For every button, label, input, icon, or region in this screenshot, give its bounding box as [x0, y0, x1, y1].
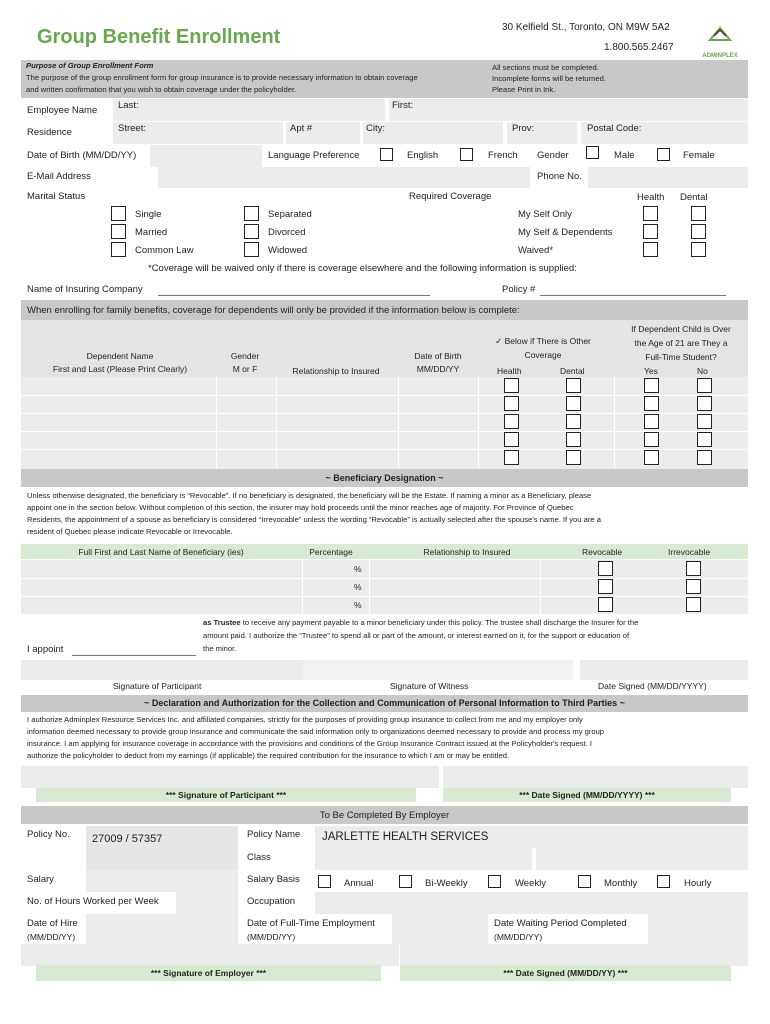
gender-header: Gender M or F: [230, 351, 260, 374]
dep3-no-checkbox[interactable]: [697, 414, 712, 429]
beneficiary-text-3: Residents, the appointment of a spouse as beneficiary is considered “Irrevocable” unless the wording “Revocable” is actually selected after the spouse’s name. If you are a: [27, 515, 601, 524]
adminplex-logo: ADMINPLEX: [700, 26, 740, 56]
residence-label: Residence: [27, 127, 72, 138]
dep4-no-checkbox[interactable]: [697, 432, 712, 447]
female-label: Female: [683, 150, 715, 161]
married-checkbox[interactable]: [111, 224, 126, 239]
revocable-header: Revocable: [582, 547, 623, 557]
separated-checkbox[interactable]: [244, 206, 259, 221]
declaration-date-field[interactable]: [443, 766, 748, 788]
date-signed-caption: Date Signed (MM/DD/YYYY): [598, 681, 707, 691]
dependents-health-checkbox[interactable]: [643, 224, 658, 239]
class-field[interactable]: [315, 848, 532, 870]
salary-field[interactable]: [86, 870, 238, 892]
language-label: Language Preference: [268, 150, 360, 161]
employer-date-field[interactable]: [400, 944, 748, 966]
dep2-yes-checkbox[interactable]: [644, 396, 659, 411]
employer-date-caption: *** Date Signed (MM/DD/YY) ***: [503, 968, 628, 978]
declaration-text-2: information deemed necessary to provide group insurance and communicate the said information only to organizations deemed necessary to provide and process my group: [27, 727, 605, 736]
english-checkbox[interactable]: [380, 148, 393, 161]
hours-field[interactable]: [176, 892, 238, 914]
last-name-field[interactable]: [113, 99, 385, 121]
single-label: Single: [135, 209, 162, 220]
street-label: Street:: [118, 123, 146, 134]
company-phone: 1.800.565.2467: [604, 42, 674, 53]
waived-label: Waived*: [518, 245, 554, 256]
dependent-health-header: Health: [497, 366, 522, 376]
dep1-health-checkbox[interactable]: [504, 378, 519, 393]
declaration-text-1: I authorize Adminplex Resource Services Inc. and affiliated companies, strictly for the purposes of providing group insurance to collect from me and my employer only: [27, 715, 583, 724]
witness-signature-field[interactable]: [303, 660, 573, 680]
dep4-yes-checkbox[interactable]: [644, 432, 659, 447]
employer-bar-text: To Be Completed By Employer: [319, 810, 450, 821]
policy-name-value[interactable]: JARLETTE HEALTH SERVICES: [322, 831, 489, 843]
dep5-dental-checkbox[interactable]: [566, 450, 581, 465]
last-label: Last:: [118, 100, 139, 111]
beneficiary-text-1: Unless otherwise designated, the beneficiary is “Revocable”. If no beneficiary is designated, the beneficiary will be the Estate. If naming a minor as a Beneficiary, please: [27, 491, 592, 500]
male-label: Male: [614, 150, 635, 161]
sig-participant-caption: Signature of Participant: [113, 681, 202, 691]
pct-symbol-2: %: [354, 582, 362, 592]
gender-label: Gender: [537, 150, 569, 161]
policy-no-value[interactable]: 27009 / 57357: [92, 833, 163, 845]
company-address: 30 Kelfield St., Toronto, ON M9W 5A2: [502, 22, 670, 33]
phone-field[interactable]: [588, 167, 748, 188]
other-coverage-header: ✓ Below if There is Other Coverage: [495, 336, 591, 360]
ben1-irrevocable-checkbox[interactable]: [686, 561, 701, 576]
dep5-yes-checkbox[interactable]: [644, 450, 659, 465]
ben3-revocable-checkbox[interactable]: [598, 597, 613, 612]
myself-only-label: My Self Only: [518, 209, 572, 220]
marital-status-label: Marital Status: [27, 191, 86, 202]
beneficiary-name-header: Full First and Last Name of Beneficiary (ies): [78, 547, 244, 557]
declaration-signature-field[interactable]: [21, 766, 439, 788]
declaration-sig-caption: *** Signature of Participant ***: [165, 790, 287, 800]
dep3-yes-checkbox[interactable]: [644, 414, 659, 429]
purpose-note-3: Please Print in Ink.: [492, 85, 556, 94]
french-label: French: [488, 150, 518, 161]
pct-symbol-1: %: [354, 564, 362, 574]
dob-header: Date of Birth MM/DD/YY: [414, 351, 462, 374]
biweekly-checkbox[interactable]: [399, 875, 412, 888]
policy-no-label: Policy No.: [27, 829, 70, 840]
myself-health-checkbox[interactable]: [643, 206, 658, 221]
common-law-label: Common Law: [135, 245, 194, 256]
policy-number-line[interactable]: [540, 295, 726, 296]
biweekly-label: Bi-Weekly: [425, 878, 468, 889]
dependent-rows: [21, 377, 748, 469]
dep1-no-checkbox[interactable]: [697, 378, 712, 393]
purpose-heading: Purpose of Group Enrollment Form: [26, 61, 154, 70]
hire-date-field[interactable]: [86, 914, 238, 944]
trustee-text-2: amount paid. I authorize the “Trustee” to spend all or part of the amount, or interest earned on it, for the support or education of: [203, 631, 630, 640]
apt-label: Apt #: [290, 123, 313, 134]
separated-label: Separated: [268, 209, 312, 220]
coverage-dental-header: Dental: [680, 192, 708, 203]
postal-code-label: Postal Code:: [587, 123, 642, 134]
beneficiary-text-4: resident of Quebec please indicate Revocable or Irrevocable.: [27, 527, 233, 536]
form-title: Group Benefit Enrollment: [37, 26, 281, 48]
dob-field[interactable]: [150, 145, 262, 167]
relationship-header: Relationship to Insured: [292, 366, 380, 376]
hourly-checkbox[interactable]: [657, 875, 670, 888]
required-coverage-label: Required Coverage: [409, 191, 492, 202]
beneficiary-rows: [21, 560, 748, 614]
employer-sig-caption: *** Signature of Employer ***: [150, 968, 267, 978]
female-checkbox[interactable]: [657, 148, 670, 161]
purpose-note-2: Incomplete forms will be returned.: [492, 74, 606, 83]
salary-basis-label: Salary Basis: [247, 874, 300, 885]
first-label: First:: [392, 100, 414, 111]
married-label: Married: [135, 227, 168, 238]
pct-symbol-3: %: [354, 600, 362, 610]
declaration-bar-text: ~ Declaration and Authorization for the Collection and Communication of Personal Information to Third Parties ~: [144, 698, 625, 708]
dep5-no-checkbox[interactable]: [697, 450, 712, 465]
email-field[interactable]: [158, 167, 530, 188]
purpose-text-2: and written confirmation that you wish to obtain coverage under the policyholder.: [26, 85, 297, 94]
dep2-no-checkbox[interactable]: [697, 396, 712, 411]
single-checkbox[interactable]: [111, 206, 126, 221]
coverage-health-header: Health: [637, 192, 665, 203]
class-field-2[interactable]: [536, 848, 748, 870]
dep2-dental-checkbox[interactable]: [566, 396, 581, 411]
dependent-name-header: Dependent Name First and Last (Please Print Clearly): [52, 351, 188, 374]
ben2-irrevocable-checkbox[interactable]: [686, 579, 701, 594]
ben1-revocable-checkbox[interactable]: [598, 561, 613, 576]
city-label: City:: [366, 123, 385, 134]
first-name-field[interactable]: [389, 99, 748, 121]
waived-dental-checkbox[interactable]: [691, 242, 706, 257]
weekly-checkbox[interactable]: [488, 875, 501, 888]
insuring-company-label: Name of Insuring Company: [27, 284, 143, 295]
waived-health-checkbox[interactable]: [643, 242, 658, 257]
class-label: Class: [247, 852, 271, 863]
fulltime-date-label: Date of Full-Time Employment: [247, 918, 375, 929]
common-law-checkbox[interactable]: [111, 242, 126, 257]
widowed-checkbox[interactable]: [244, 242, 259, 257]
monthly-label: Monthly: [604, 878, 638, 889]
percentage-header: Percentage: [309, 547, 353, 557]
dob-label: Date of Birth (MM/DD/YY): [27, 150, 137, 161]
male-checkbox[interactable]: [586, 146, 599, 159]
insuring-company-line[interactable]: [158, 295, 430, 296]
waiting-date-field[interactable]: [648, 914, 748, 944]
hire-date-format: (MM/DD/YY): [27, 932, 76, 942]
divorced-checkbox[interactable]: [244, 224, 259, 239]
occupation-field[interactable]: [315, 892, 748, 914]
over-21-header: If Dependent Child is Over the Age of 21 are They a Full-Time Student?: [631, 324, 731, 362]
phone-label: Phone No.: [537, 171, 582, 182]
myself-dental-checkbox[interactable]: [691, 206, 706, 221]
declaration-date-caption: *** Date Signed (MM/DD/YYYY) ***: [519, 790, 655, 800]
fulltime-date-format: (MM/DD/YY): [247, 932, 296, 942]
hire-date-label: Date of Hire: [27, 918, 78, 929]
weekly-label: Weekly: [515, 878, 546, 889]
hourly-label: Hourly: [684, 878, 712, 889]
dep3-health-checkbox[interactable]: [504, 414, 519, 429]
policy-name-label: Policy Name: [247, 829, 301, 840]
beneficiary-text-2: appoint one in the section below. Without completion of this section, the insurer may hold proceeds until the minor reaches age of majority. For Province of Quebec: [27, 503, 574, 512]
ben3-irrevocable-checkbox[interactable]: [686, 597, 701, 612]
dependents-bar-text: When enrolling for family benefits, coverage for dependents will only be provided if the information below is complete:: [27, 305, 520, 316]
sig-witness-caption: Signature of Witness: [390, 681, 469, 691]
widowed-label: Widowed: [268, 245, 308, 256]
dep4-health-checkbox[interactable]: [504, 432, 519, 447]
employer-signature-field[interactable]: [21, 944, 399, 966]
salary-label: Salary: [27, 874, 54, 885]
trustee-text-3: the minor.: [203, 644, 237, 653]
waiting-date-label: Date Waiting Period Completed: [494, 918, 627, 929]
dep5-health-checkbox[interactable]: [504, 450, 519, 465]
beneficiary-bar-text: ~ Beneficiary Designation ~: [325, 473, 444, 483]
irrevocable-header: Irrevocable: [668, 547, 711, 557]
dep2-health-checkbox[interactable]: [504, 396, 519, 411]
annual-checkbox[interactable]: [318, 875, 331, 888]
dependents-dental-checkbox[interactable]: [691, 224, 706, 239]
trustee-text-1: as Trustee to receive any payment payable to a minor beneficiary under this policy. The trustee shall discharge the Insurer for the: [203, 618, 639, 627]
french-checkbox[interactable]: [460, 148, 473, 161]
hours-label: No. of Hours Worked per Week: [27, 896, 159, 907]
waiting-date-format: (MM/DD/YY): [494, 932, 543, 942]
waiver-note: *Coverage will be waived only if there is coverage elsewhere and the following information is supplied:: [148, 263, 577, 274]
occupation-label: Occupation: [247, 896, 296, 907]
yes-header: Yes: [644, 366, 658, 376]
dependent-dental-header: Dental: [560, 366, 585, 376]
monthly-checkbox[interactable]: [578, 875, 591, 888]
dep3-dental-checkbox[interactable]: [566, 414, 581, 429]
purpose-text-1: The purpose of the group enrollment form for group insurance is to provide necessary information to obtain coverage: [26, 73, 418, 82]
trustee-name-line[interactable]: [72, 655, 196, 656]
declaration-text-4: authorize the policyholder to deduct from my earnings (if applicable) the required contribution for the insurance to which I am or may be entitled.: [27, 751, 510, 760]
dep4-dental-checkbox[interactable]: [566, 432, 581, 447]
english-label: English: [407, 150, 439, 161]
beneficiary-relationship-header: Relationship to Insured: [423, 547, 511, 557]
declaration-text-3: insurance. I am applying for insurance coverage in accordance with the provisions and conditions of the Group Insurance Contract issued at the Policyholder's request. I: [27, 739, 592, 748]
email-label: E-Mail Address: [27, 171, 91, 182]
purpose-note-1: All sections must be completed.: [492, 63, 599, 72]
employee-name-label: Employee Name: [27, 105, 98, 116]
trustee-date-field[interactable]: [580, 660, 748, 680]
ben2-revocable-checkbox[interactable]: [598, 579, 613, 594]
myself-dependents-label: My Self & Dependents: [518, 227, 613, 238]
i-appoint-label: I appoint: [27, 644, 64, 655]
dep1-yes-checkbox[interactable]: [644, 378, 659, 393]
participant-signature-field[interactable]: [21, 660, 316, 680]
prov-label: Prov:: [512, 123, 535, 134]
fulltime-date-field[interactable]: [392, 914, 488, 944]
annual-label: Annual: [344, 878, 374, 889]
no-header: No: [697, 366, 708, 376]
policy-number-label: Policy #: [502, 284, 536, 295]
dep1-dental-checkbox[interactable]: [566, 378, 581, 393]
divorced-label: Divorced: [268, 227, 306, 238]
